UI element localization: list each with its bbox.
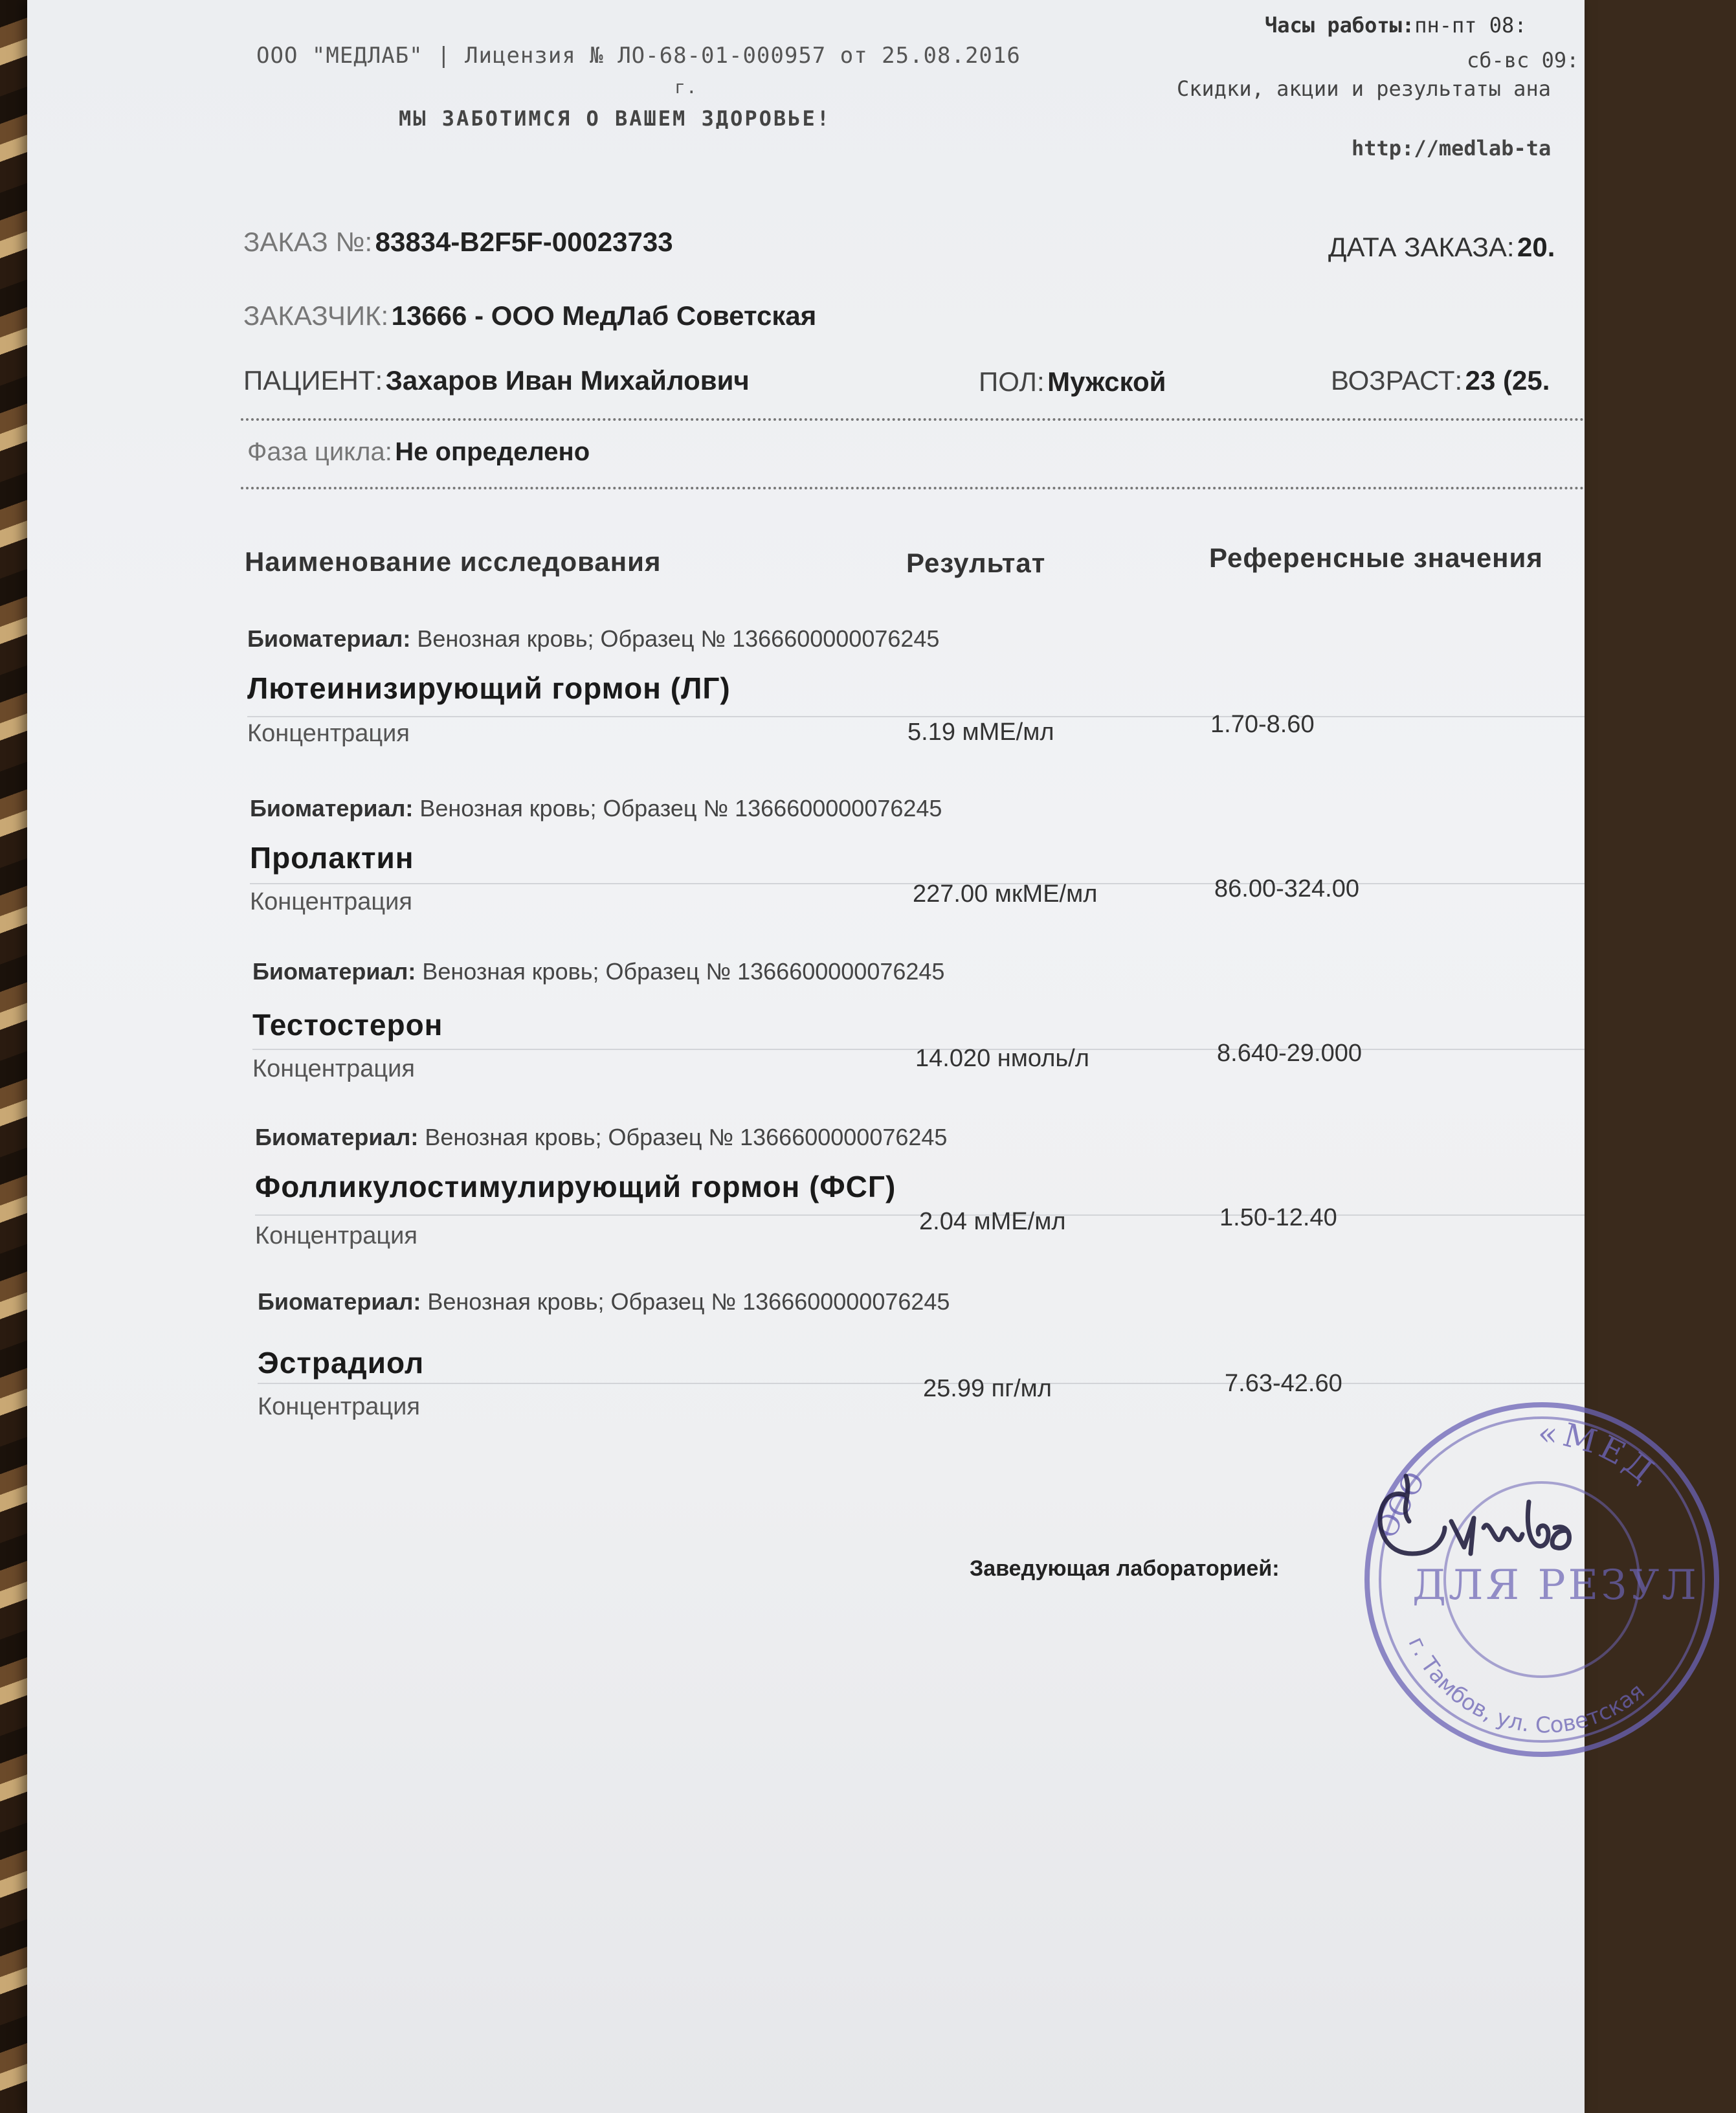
cycle-phase-value: Не определено <box>395 438 590 466</box>
biomaterial-line <box>255 1124 947 1151</box>
biomaterial-label: Биоматериал: <box>252 958 416 985</box>
working-hours-label: Часы работы: <box>1265 13 1415 38</box>
cycle-phase <box>247 438 590 467</box>
test-name: Пролактин <box>250 841 414 875</box>
stamp-ooo-text: ООО <box>1370 1466 1432 1544</box>
biomaterial-label: Биоматериал: <box>250 795 414 822</box>
sex-label: ПОЛ: <box>979 366 1045 397</box>
cycle-phase-label: Фаза цикла: <box>247 438 392 466</box>
lab-report-sheet <box>27 0 1699 2113</box>
patient-value: Захаров Иван Михайлович <box>385 365 750 396</box>
patient <box>243 365 750 396</box>
working-hours <box>1265 13 1527 38</box>
biomaterial-label: Биоматериал: <box>247 625 411 652</box>
order-number <box>243 227 673 258</box>
stamp-middle-text: ДЛЯ РЕЗУЛ <box>1412 1561 1699 1609</box>
stamp-bottom-text: г. Тамбов, ул. Советская <box>1403 1633 1650 1739</box>
test-result: 14.020 нмоль/л <box>915 1045 1089 1072</box>
test-parameter: Концентрация <box>255 1222 417 1249</box>
biomaterial-line <box>252 958 944 985</box>
biomaterial-label: Биоматериал: <box>258 1288 421 1315</box>
biomaterial-value: Венозная кровь; Образец № 1366600000076245 <box>427 1288 950 1315</box>
working-hours-weekdays: пн-пт 08: <box>1414 13 1527 38</box>
test-reference: 7.63-42.60 <box>1225 1370 1342 1397</box>
column-header-name: Наименование исследования <box>245 546 662 577</box>
biomaterial-line <box>258 1288 950 1315</box>
license-suffix: г. <box>674 76 698 98</box>
test-parameter: Концентрация <box>250 888 412 915</box>
customer-label: ЗАКАЗЧИК: <box>243 300 389 331</box>
biomaterial-value: Венозная кровь; Образец № 1366600000076245 <box>417 625 940 652</box>
test-result: 2.04 мМЕ/мл <box>919 1208 1066 1235</box>
biomaterial-line <box>247 625 939 653</box>
test-name: Фолликулостимулирующий гормон (ФСГ) <box>255 1170 896 1203</box>
column-header-reference: Референсные значения <box>1209 542 1543 573</box>
test-reference: 86.00-324.00 <box>1214 875 1359 902</box>
patient-label: ПАЦИЕНТ: <box>243 365 383 396</box>
promo-text: Скидки, акции и результаты ана <box>1177 76 1551 101</box>
website-link[interactable]: http://medlab-ta <box>1352 136 1552 161</box>
handwritten-signature <box>1361 1457 1585 1586</box>
working-hours-weekend: сб-вс 09: <box>1467 48 1579 73</box>
test-reference: 1.50-12.40 <box>1219 1204 1337 1231</box>
biomaterial-value: Венозная кровь; Образец № 1366600000076245 <box>422 958 945 985</box>
biomaterial-label: Биоматериал: <box>255 1124 419 1150</box>
test-name: Лютеинизирующий гормон (ЛГ) <box>247 671 731 705</box>
biomaterial-value: Венозная кровь; Образец № 1366600000076245 <box>425 1124 948 1150</box>
order-number-value: 83834-B2F5F-00023733 <box>375 227 673 257</box>
test-parameter: Концентрация <box>247 720 410 747</box>
dotted-separator <box>241 487 1585 489</box>
order-date-value: 20. <box>1517 232 1555 262</box>
sex <box>979 366 1166 397</box>
test-result: 227.00 мкМЕ/мл <box>913 880 1098 908</box>
sex-value: Мужской <box>1047 366 1166 397</box>
biomaterial-value: Венозная кровь; Образец № 1366600000076245 <box>419 795 942 822</box>
order-date <box>1328 232 1555 263</box>
order-date-label: ДАТА ЗАКАЗА: <box>1328 232 1515 262</box>
order-number-label: ЗАКАЗ №: <box>243 227 373 257</box>
test-parameter: Концентрация <box>258 1393 420 1420</box>
test-result: 25.99 пг/мл <box>923 1375 1052 1402</box>
age <box>1331 365 1550 396</box>
customer <box>243 300 816 331</box>
row-divider <box>247 716 1585 717</box>
test-result: 5.19 мМЕ/мл <box>907 719 1054 746</box>
dotted-separator <box>241 418 1585 421</box>
company-license-line: ООО "МЕДЛАБ" | Лицензия № ЛО-68-01-000957 от 25.08.2016 <box>256 43 1021 69</box>
test-name: Эстрадиол <box>258 1346 425 1380</box>
test-parameter: Концентрация <box>252 1055 415 1082</box>
stamp-top-text: «МЕД <box>1537 1414 1664 1492</box>
lab-head-signature-label: Заведующая лабораторией: <box>970 1556 1280 1581</box>
slogan: МЫ ЗАБОТИМСЯ О ВАШЕМ ЗДОРОВЬЕ! <box>399 106 831 131</box>
biomaterial-line <box>250 795 942 822</box>
age-label: ВОЗРАСТ: <box>1331 365 1463 396</box>
age-value: 23 (25. <box>1465 365 1550 396</box>
test-name: Тестостерон <box>252 1008 443 1042</box>
test-reference: 8.640-29.000 <box>1217 1040 1362 1067</box>
column-header-result: Результат <box>906 548 1046 578</box>
test-reference: 1.70-8.60 <box>1210 711 1315 738</box>
customer-value: 13666 - ООО МедЛаб Советская <box>391 300 817 331</box>
